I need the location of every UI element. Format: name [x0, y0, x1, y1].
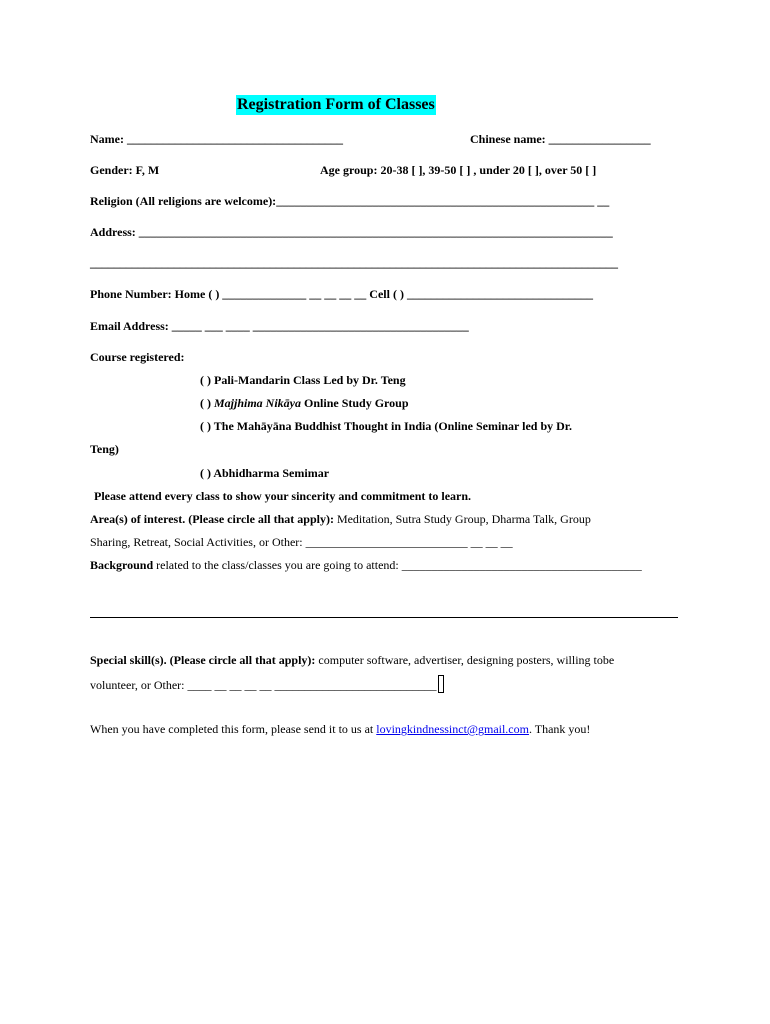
- address-line-2[interactable]: ________________________________________________________________________________________: [90, 256, 618, 270]
- course-text: Pali-Mandarin Class Led by Dr. Teng: [214, 373, 406, 387]
- course-text: Online Study Group: [301, 396, 409, 410]
- course-text-wrap: Teng): [90, 442, 119, 456]
- chinese-name-blank[interactable]: _________________: [548, 132, 651, 146]
- course-option[interactable]: [200, 465, 329, 481]
- course-checkbox[interactable]: ( ): [200, 373, 211, 387]
- course-checkbox[interactable]: ( ): [200, 466, 211, 480]
- address-blank[interactable]: _______________________________________________________________________________: [138, 225, 613, 239]
- email-label: Email Address:: [90, 319, 169, 333]
- attend-note: Please attend every class to show your sincerity and commitment to learn.: [94, 489, 472, 503]
- form-title: Registration Form of Classes: [237, 96, 435, 113]
- name-blank[interactable]: ____________________________________: [126, 132, 343, 146]
- course-checkbox[interactable]: ( ): [200, 396, 211, 410]
- course-option[interactable]: [200, 418, 572, 434]
- course-text-italic: Majjhima Nikāya: [214, 396, 302, 410]
- gender-field[interactable]: Gender: F, M: [90, 163, 160, 177]
- skills-options-2[interactable]: volunteer, or Other:: [90, 678, 188, 692]
- background-answer-line[interactable]: [90, 617, 678, 618]
- interest-options[interactable]: Meditation, Sutra Study Group, Dharma Talk, Group: [333, 512, 591, 526]
- closing-note: [90, 721, 590, 737]
- closing-before: When you have completed this form, please send it to us at: [90, 722, 377, 736]
- religion-label: Religion (All religions are welcome):: [90, 194, 277, 208]
- chinese-name-label: Chinese name:: [470, 132, 546, 146]
- background-blank[interactable]: ________________________________________: [401, 558, 642, 572]
- email-field[interactable]: [90, 318, 469, 334]
- course-option[interactable]: [200, 372, 406, 388]
- course-text: Abhidharma Semimar: [213, 466, 330, 480]
- interest-field-line-2[interactable]: [90, 534, 513, 550]
- skills-options[interactable]: computer software, advertiser, designing posters, willing tobe: [315, 653, 615, 667]
- interest-label: Area(s) of interest. (Please circle all that apply):: [90, 512, 334, 526]
- skills-blank[interactable]: ____ __ __ __ __ ___________________________: [187, 678, 437, 692]
- address-field[interactable]: [90, 224, 613, 240]
- course-label: Course registered:: [90, 350, 185, 364]
- skills-label: Special skill(s). (Please circle all that apply):: [90, 653, 316, 667]
- address-label: Address:: [90, 225, 136, 239]
- interest-blank[interactable]: ___________________________ __ __ __: [305, 535, 513, 549]
- phone-field[interactable]: Phone Number: Home ( ) ______________ __ __ __ __ Cell ( ) _______________________________: [90, 287, 593, 301]
- name-label: Name:: [90, 132, 124, 146]
- name-field[interactable]: [90, 131, 343, 147]
- course-option[interactable]: [200, 395, 409, 411]
- age-group-field[interactable]: Age group: 20-38 [ ], 39-50 [ ] , under 20 [ ], over 50 [ ]: [320, 163, 597, 177]
- background-label: Background: [90, 558, 154, 572]
- chinese-name-field[interactable]: [470, 131, 651, 147]
- background-field[interactable]: [90, 557, 642, 573]
- background-text: related to the class/classes you are going to attend:: [153, 558, 402, 572]
- skills-field-line-2[interactable]: [90, 675, 444, 693]
- religion-field[interactable]: [90, 193, 609, 209]
- text-cursor: [438, 675, 444, 693]
- skills-field[interactable]: [90, 652, 614, 668]
- course-text: The Mahāyāna Buddhist Thought in India (Online Seminar led by Dr.: [213, 419, 573, 433]
- email-blank[interactable]: _____ ___ ____ ____________________________________: [171, 319, 469, 333]
- course-checkbox[interactable]: ( ): [200, 419, 211, 433]
- closing-after: . Thank you!: [528, 722, 591, 736]
- interest-options-2[interactable]: Sharing, Retreat, Social Activities, or Other:: [90, 535, 306, 549]
- interest-field[interactable]: [90, 511, 591, 527]
- religion-blank[interactable]: _____________________________________________________ __: [276, 194, 610, 208]
- email-link[interactable]: lovingkindnessinct@gmail.com: [376, 722, 529, 736]
